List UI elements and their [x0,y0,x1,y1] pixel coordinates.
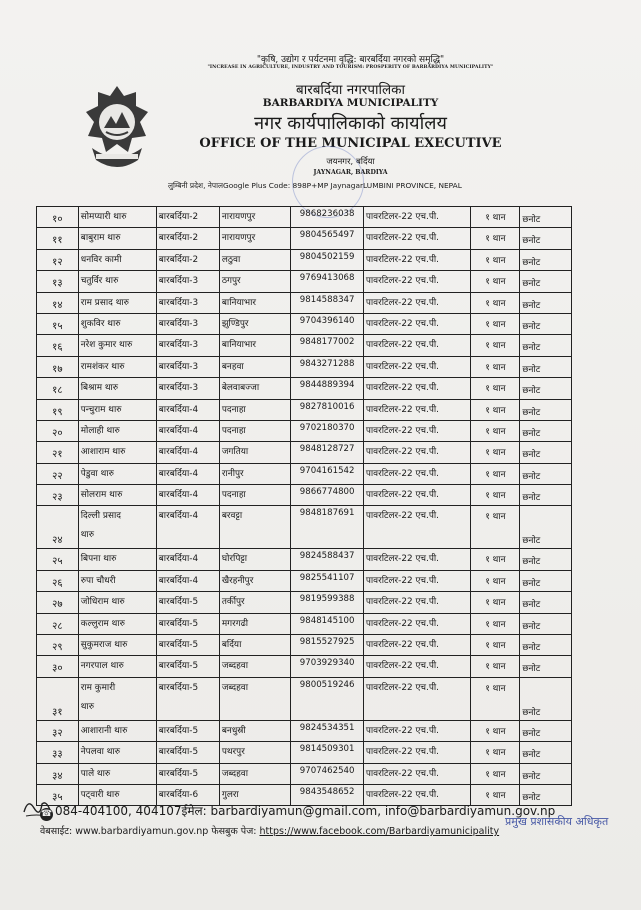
cell-place: ठगपुर [219,271,291,292]
cell-equipment: पावरटिलर-22 एच.पी. [363,656,471,677]
cell-phone: 9848145100 [291,613,363,634]
cell-sn: २२ [37,463,79,484]
cell-sn: २७ [37,592,79,613]
cell-remark: छनोट [520,442,572,463]
municipality-name-nepali: बारबर्दिया नगरपालिका [295,82,405,98]
cell-sn: २१ [37,442,79,463]
cell-sn: ३१ [37,677,79,720]
cell-remark: छनोट [520,720,572,741]
cell-qty: १ थान [471,292,520,313]
phone-email-text: 084-404100, 404107ईमेल: barbardiyamun@gmail.com, info@barbardiyamun.gov.np [55,804,556,818]
cell-place: लठुवा [219,249,291,270]
motto-nepali: "कृषि, उद्योग र पर्यटनमा वृद्धि: बारबर्दिया नगरको समृद्धि" [256,55,445,65]
phone-icon: ☎ [40,809,53,819]
cell-equipment: पावरटिलर-22 एच.पी. [363,420,471,441]
table-row [37,420,572,441]
table-row [37,313,572,334]
cell-ward: बारबर्दिया-4 [156,420,219,441]
table-row [37,249,572,270]
cell-place: रानीपुर [219,463,291,484]
cell-phone: 9704161542 [291,463,363,484]
cell-phone: 9815527925 [291,635,363,656]
name-line-2: थारु [80,701,95,712]
cell-ward: बारबर्दिया-3 [156,378,219,399]
cell-ward: बारबर्दिया-4 [156,442,219,463]
table-row [37,656,572,677]
cell-phone: 9843548652 [291,784,363,805]
cell-place: झुण्डिपुर [219,313,291,334]
cell-ward: बारबर्दिया-5 [156,742,219,763]
cell-sn: ३३ [37,742,79,763]
cell-remark: छनोट [520,292,572,313]
cell-equipment: पावरटिलर-22 एच.पी. [363,635,471,656]
cell-equipment: पावरटिलर-22 एच.पी. [363,784,471,805]
cell-sn: २० [37,420,79,441]
cell-phone: 9804502159 [291,249,363,270]
cell-ward: बारबर्दिया-4 [156,506,219,549]
cell-place: बानियाभार [219,292,291,313]
cell-ward: बारबर्दिया-4 [156,485,219,506]
cell-place: पदनाहा [219,420,291,441]
cell-name: कल्लुराम थारु [78,613,156,634]
cell-qty: १ थान [471,742,520,763]
cell-remark: छनोट [520,506,572,549]
cell-name [78,677,156,720]
cell-place: बरवट्टा [219,506,291,549]
cell-name: जोधिराम थारु [78,592,156,613]
cell-name: पट्वारी थारु [78,784,156,805]
table-row [37,570,572,591]
table-row [37,485,572,506]
cell-phone: 9703929340 [291,656,363,677]
office-title-english: OFFICE OF THE MUNICIPAL EXECUTIVE [199,136,502,151]
cell-name: राम प्रसाद थारु [78,292,156,313]
cell-ward: बारबर्दिया-3 [156,356,219,377]
beneficiary-table [36,206,572,806]
cell-qty: १ थान [471,549,520,570]
cell-ward: बारबर्दिया-5 [156,613,219,634]
cell-place: बेलवाबज्जा [219,378,291,399]
cell-remark: छनोट [520,784,572,805]
cell-remark: छनोट [520,228,572,249]
table-row [37,207,572,228]
cell-name: शुकविर थारु [78,313,156,334]
cell-phone: 9819599388 [291,592,363,613]
table-row [37,613,572,634]
cell-name: बाबुराम थारु [78,228,156,249]
cell-name: धनविर कामी [78,249,156,270]
municipality-name-english: BARBARDIYA MUNICIPALITY [262,97,439,109]
cell-phone: 9804565497 [291,228,363,249]
cell-sn: १९ [37,399,79,420]
cell-ward: बारबर्दिया-2 [156,207,219,228]
cell-phone: 9814509301 [291,742,363,763]
cell-place: नारायणपुर [219,207,291,228]
cell-name: सोलराम थारु [78,485,156,506]
address-nepali: जयनगर, बर्दिया [326,157,375,167]
cell-place: नारायणपुर [219,228,291,249]
cell-qty: १ थान [471,592,520,613]
cell-qty: १ थान [471,228,520,249]
cell-equipment: पावरटिलर-22 एच.पी. [363,249,471,270]
cell-qty: १ थान [471,485,520,506]
cell-phone: 9844889394 [291,378,363,399]
cell-phone: 9848177002 [291,335,363,356]
cell-name: पाले थारु [78,763,156,784]
cell-name [78,506,156,549]
cell-phone: 9707462540 [291,763,363,784]
cell-ward: बारबर्दिया-5 [156,635,219,656]
cell-equipment: पावरटिलर-22 एच.पी. [363,228,471,249]
cell-ward: बारबर्दिया-5 [156,592,219,613]
contact-line [40,802,555,821]
cell-phone: 9825541107 [291,570,363,591]
cell-phone: 9800519246 [291,677,363,720]
cell-ward: बारबर्दिया-4 [156,570,219,591]
cell-qty: १ थान [471,207,520,228]
cell-remark: छनोट [520,656,572,677]
cell-phone: 9824534351 [291,720,363,741]
cell-sn: ३४ [37,763,79,784]
cell-qty: १ थान [471,378,520,399]
cell-equipment: पावरटिलर-22 एच.पी. [363,570,471,591]
cell-place: पदनाहा [219,485,291,506]
table-row [37,399,572,420]
cell-remark: छनोट [520,677,572,720]
facebook-link[interactable]: https://www.facebook.com/Barbardiyamunicipality [259,826,500,837]
cell-remark: छनोट [520,635,572,656]
cell-name: बिपना थारु [78,549,156,570]
cell-remark: छनोट [520,313,572,334]
cell-sn: २३ [37,485,79,506]
cell-equipment: पावरटिलर-22 एच.पी. [363,485,471,506]
cell-qty: १ थान [471,784,520,805]
cell-phone: 9868236038 [291,207,363,228]
cell-name: रुपा चौधरी [78,570,156,591]
cell-remark: छनोट [520,463,572,484]
cell-remark: छनोट [520,420,572,441]
cell-equipment: पावरटिलर-22 एच.पी. [363,677,471,720]
cell-equipment: पावरटिलर-22 एच.पी. [363,271,471,292]
cell-qty: १ थान [471,399,520,420]
cell-qty: १ थान [471,570,520,591]
cell-place: जगतिया [219,442,291,463]
table-row [37,356,572,377]
name-line-1: दिल्ली प्रसाद [80,511,121,522]
cell-ward: बारबर्दिया-2 [156,228,219,249]
cell-ward: बारबर्दिया-5 [156,763,219,784]
cell-equipment: पावरटिलर-22 एच.पी. [363,313,471,334]
cell-phone: 9848187691 [291,506,363,549]
office-title-nepali: नगर कार्यपालिकाको कार्यालय [254,113,447,134]
cell-phone: 9843271288 [291,356,363,377]
cell-sn: १३ [37,271,79,292]
cell-qty: १ थान [471,656,520,677]
cell-place: बनहवा [219,356,291,377]
table-row [37,506,572,549]
address-english: JAYNAGAR, BARDIYA [313,169,388,176]
cell-name: नगरपाल थारु [78,656,156,677]
cell-phone: 9848128727 [291,442,363,463]
cell-qty: १ थान [471,635,520,656]
cell-place: बानियाभार [219,335,291,356]
cell-phone: 9827810016 [291,399,363,420]
cell-equipment: पावरटिलर-22 एच.पी. [363,356,471,377]
cell-place: पथरपुर [219,742,291,763]
cell-equipment: पावरटिलर-22 एच.पी. [363,335,471,356]
name-line-1: राम कुमारी [80,682,116,693]
cell-name: सोमप्यारी थारु [78,207,156,228]
cell-phone: 9704396140 [291,313,363,334]
cell-equipment: पावरटिलर-22 एच.पी. [363,549,471,570]
cell-sn: ३५ [37,784,79,805]
cell-sn: १० [37,207,79,228]
table-row [37,292,572,313]
table-row [37,463,572,484]
cell-name: आशारानी थारु [78,720,156,741]
table-row [37,442,572,463]
cell-qty: १ थान [471,356,520,377]
cell-remark: छनोट [520,763,572,784]
table-row [37,378,572,399]
cell-sn: २५ [37,549,79,570]
cell-ward: बारबर्दिया-5 [156,656,219,677]
cell-phone: 9824588437 [291,549,363,570]
cell-place: मगरगढी [219,613,291,634]
cell-place: जब्दहवा [219,763,291,784]
cell-name: नेपलवा थारु [78,742,156,763]
cell-name: पन्चुराम थारु [78,399,156,420]
cell-remark: छनोट [520,613,572,634]
cell-qty: १ थान [471,763,520,784]
cell-sn: १६ [37,335,79,356]
cell-equipment: पावरटिलर-22 एच.पी. [363,207,471,228]
cell-equipment: पावरटिलर-22 एच.पी. [363,463,471,484]
cell-qty: १ थान [471,249,520,270]
cell-remark: छनोट [520,549,572,570]
cell-place: पदनाहा [219,399,291,420]
cell-sn: १२ [37,249,79,270]
cell-phone: 9814588347 [291,292,363,313]
table-row [37,720,572,741]
cell-remark: छनोट [520,249,572,270]
cell-remark: छनोट [520,271,572,292]
cell-sn: २८ [37,613,79,634]
cell-ward: बारबर्दिया-6 [156,784,219,805]
cell-sn: ३२ [37,720,79,741]
cell-remark: छनोट [520,356,572,377]
cell-equipment: पावरटिलर-22 एच.पी. [363,399,471,420]
cell-equipment: पावरटिलर-22 एच.पी. [363,378,471,399]
cell-remark: छनोट [520,485,572,506]
cell-place: तर्कीपुर [219,592,291,613]
cell-equipment: पावरटिलर-22 एच.पी. [363,720,471,741]
cell-place: जब्दहवा [219,656,291,677]
motto-english: "INCREASE IN AGRICULTURE, INDUSTRY AND TOURISM: PROSPERITY OF BARBARDIYA MUNICIPALITY" [207,65,494,70]
website-line [40,824,499,837]
cell-equipment: पावरटिलर-22 एच.पी. [363,613,471,634]
cell-equipment: पावरटिलर-22 एच.पी. [363,506,471,549]
cell-name: रामशंकर थारु [78,356,156,377]
cell-place: बर्दिया [219,635,291,656]
table-row [37,228,572,249]
table-row [37,742,572,763]
table-row [37,763,572,784]
cell-qty: १ थान [471,463,520,484]
cell-sn: १५ [37,313,79,334]
cell-ward: बारबर्दिया-4 [156,463,219,484]
cell-ward: बारबर्दिया-4 [156,399,219,420]
cell-qty: १ थान [471,506,520,549]
cell-ward: बारबर्दिया-3 [156,313,219,334]
cell-qty: १ थान [471,720,520,741]
table-row [37,635,572,656]
cell-sn: २९ [37,635,79,656]
cell-qty: १ थान [471,420,520,441]
cell-name: मोलाही थारु [78,420,156,441]
table-row [37,549,572,570]
cell-qty: १ थान [471,335,520,356]
cell-sn: १४ [37,292,79,313]
cell-remark: छनोट [520,378,572,399]
cell-sn: १७ [37,356,79,377]
cell-place: जब्दहवा [219,677,291,720]
cell-remark: छनोट [520,742,572,763]
cell-qty: १ थान [471,442,520,463]
cell-place: बनधुस्री [219,720,291,741]
cell-qty: १ थान [471,613,520,634]
cell-remark: छनोट [520,570,572,591]
cell-qty: १ थान [471,271,520,292]
table-row [37,271,572,292]
cell-equipment: पावरटिलर-22 एच.पी. [363,763,471,784]
cell-name: नरेश कुमार थारु [78,335,156,356]
cell-place: गुलरा [219,784,291,805]
cell-place: खैरहनीपुर [219,570,291,591]
cell-name: बिश्राम थारु [78,378,156,399]
website-text: वेबसाईट: www.barbardiyamun.gov.np फेसबुक पेज: [40,826,260,837]
cell-ward: बारबर्दिया-3 [156,292,219,313]
cell-name: सुकुमराज थारु [78,635,156,656]
cell-phone: 9702180370 [291,420,363,441]
cell-ward: बारबर्दिया-4 [156,549,219,570]
cell-phone: 9866774800 [291,485,363,506]
name-line-2: थारु [80,530,95,541]
table-row [37,335,572,356]
cell-equipment: पावरटिलर-22 एच.पी. [363,592,471,613]
cell-name: चतुर्विर थारु [78,271,156,292]
cell-equipment: पावरटिलर-22 एच.पी. [363,442,471,463]
cell-equipment: पावरटिलर-22 एच.पी. [363,292,471,313]
cell-remark: छनोट [520,399,572,420]
cell-qty: १ थान [471,677,520,720]
table-row [37,677,572,720]
officer-signature-stamp: प्रमुख प्रशासकीय अधिकृत [505,815,609,828]
cell-sn: २४ [37,506,79,549]
cell-place: घोरपिट्टा [219,549,291,570]
cell-sn: ३० [37,656,79,677]
cell-ward: बारबर्दिया-5 [156,720,219,741]
cell-ward: बारबर्दिया-3 [156,271,219,292]
cell-sn: २६ [37,570,79,591]
table-row [37,592,572,613]
cell-remark: छनोट [520,592,572,613]
cell-qty: १ थान [471,313,520,334]
cell-ward: बारबर्दिया-3 [156,335,219,356]
cell-sn: १८ [37,378,79,399]
cell-ward: बारबर्दिया-2 [156,249,219,270]
cell-ward: बारबर्दिया-5 [156,677,219,720]
province-plus-code-line: लुम्बिनी प्रदेश, नेपालGoogle Plus Code: 898P+MP JaynagarLUMBINI PROVINCE, NEPAL [168,181,462,190]
cell-name: पेडुवा थारु [78,463,156,484]
cell-phone: 9769413068 [291,271,363,292]
cell-sn: ११ [37,228,79,249]
cell-equipment: पावरटिलर-22 एच.पी. [363,742,471,763]
cell-remark: छनोट [520,335,572,356]
cell-name: आशाराम थारु [78,442,156,463]
cell-remark: छनोट [520,207,572,228]
